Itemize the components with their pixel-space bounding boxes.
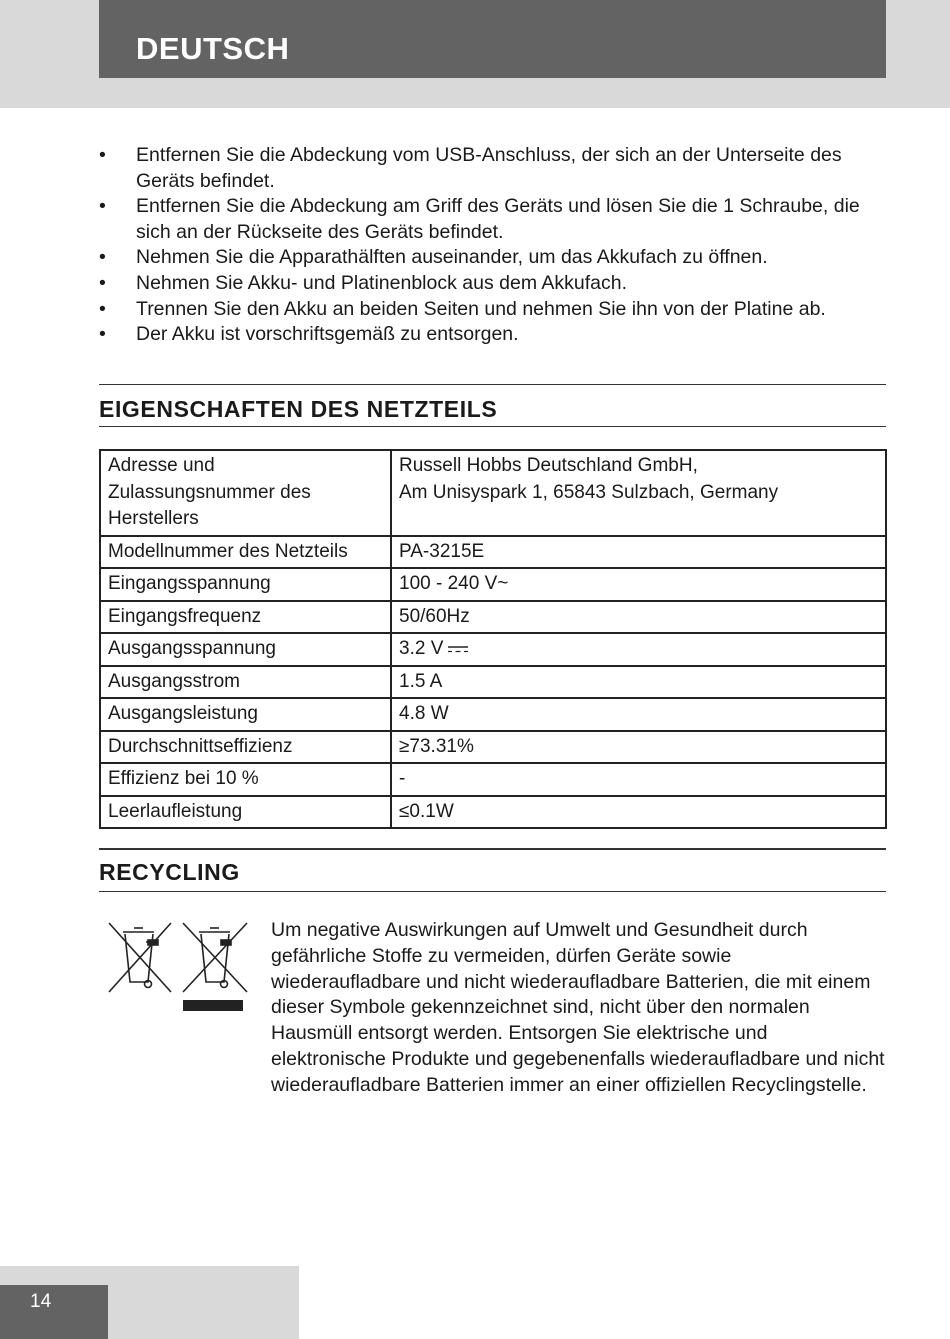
section-divider [99, 384, 886, 385]
spec-label: Adresse und Zulassungsnummer des Herstellers [100, 450, 391, 536]
table-row [100, 698, 886, 731]
section-divider [99, 426, 886, 427]
recycling-section-title: RECYCLING [99, 859, 240, 885]
spec-label: Ausgangsstrom [100, 666, 391, 699]
spec-label: Ausgangsspannung [100, 633, 391, 666]
page-number: 14 [30, 1291, 52, 1312]
section-divider [99, 848, 886, 850]
spec-label: Leerlaufleistung [100, 796, 391, 829]
spec-value: ≥73.31% [391, 731, 886, 764]
spec-value: PA-3215E [391, 536, 886, 569]
recycling-text: Um negative Auswirkungen auf Umwelt und Gesundheit durch gefährliche Stoffe zu vermeiden, dürfen Geräte sowie wiederaufladbare und nicht wiederaufladbare Batterien, die mit einem dieser Symbole gekennzeichnet sind, nicht über den normalen Hausmüll entsorgt werden. Entsorgen Sie elektrische und elektronische Produkte und gegebenenfalls wiederaufladbare und nicht wiederaufladbare Batterien immer an einer offiziellen Recyclingstelle. [271, 919, 885, 1096]
table-row [100, 731, 886, 764]
bullet: • [99, 323, 106, 346]
table-row [100, 601, 886, 634]
table-row [100, 450, 886, 536]
list-item: • Der Akku ist vorschriftsgemäß zu entsorgen. [99, 322, 889, 348]
spec-value: - [391, 763, 886, 796]
spec-value: Russell Hobbs Deutschland GmbH, Am Unisyspark 1, 65843 Sulzbach, Germany [391, 450, 886, 536]
spec-value: 3.2 V [399, 638, 444, 659]
spec-label: Effizienz bei 10 % [100, 763, 391, 796]
bullet: • [99, 271, 106, 294]
language-title: DEUTSCH [136, 31, 290, 66]
table-row [100, 633, 886, 666]
page-number-box [0, 1285, 108, 1339]
list-item: • Entfernen Sie die Abdeckung vom USB-Anschluss, der sich an der Unterseite des Geräts befindet. [99, 144, 842, 192]
spec-value: 50/60Hz [391, 601, 886, 634]
list-item: • Nehmen Sie die Apparathälften auseinander, um das Akkufach zu öffnen. [99, 245, 889, 271]
table-row [100, 666, 886, 699]
spec-value-cell [391, 633, 886, 666]
spec-label: Durchschnittseffizienz [100, 731, 391, 764]
psu-section-title: EIGENSCHAFTEN DES NETZTEILS [99, 396, 498, 422]
language-header [99, 0, 886, 78]
crossed-out-wheelie-bin-icon [109, 923, 171, 992]
table-row [100, 763, 886, 796]
instruction-list [99, 143, 889, 348]
table-row [100, 536, 886, 569]
list-item: • Nehmen Sie Akku- und Platinenblock aus dem Akkufach. [99, 271, 889, 297]
bullet: • [99, 246, 106, 269]
psu-spec-table [99, 449, 887, 829]
bullet: • [99, 195, 106, 218]
list-item: • Entfernen Sie die Abdeckung am Griff des Geräts und lösen Sie die 1 Schraube, die sich an der Rückseite des Geräts befindet. [99, 195, 860, 243]
table-row [100, 568, 886, 601]
bullet: • [99, 144, 106, 166]
dc-current-icon [447, 644, 469, 654]
spec-value: ≤0.1W [391, 796, 886, 829]
spec-label: Eingangsspannung [100, 568, 391, 601]
crossed-out-wheelie-bin-with-bar-icon [183, 923, 247, 1011]
section-divider [99, 891, 886, 892]
spec-label: Modellnummer des Netzteils [100, 536, 391, 569]
bullet: • [99, 297, 106, 320]
spec-value: 100 - 240 V~ [391, 568, 886, 601]
spec-value: 4.8 W [391, 698, 886, 731]
recycling-symbols [106, 920, 251, 1015]
list-item: • Trennen Sie den Akku an beiden Seiten und nehmen Sie ihn von der Platine ab. [99, 297, 889, 323]
spec-label: Eingangsfrequenz [100, 601, 391, 634]
table-row [100, 796, 886, 829]
spec-value: 1.5 A [391, 666, 886, 699]
spec-label: Ausgangsleistung [100, 698, 391, 731]
